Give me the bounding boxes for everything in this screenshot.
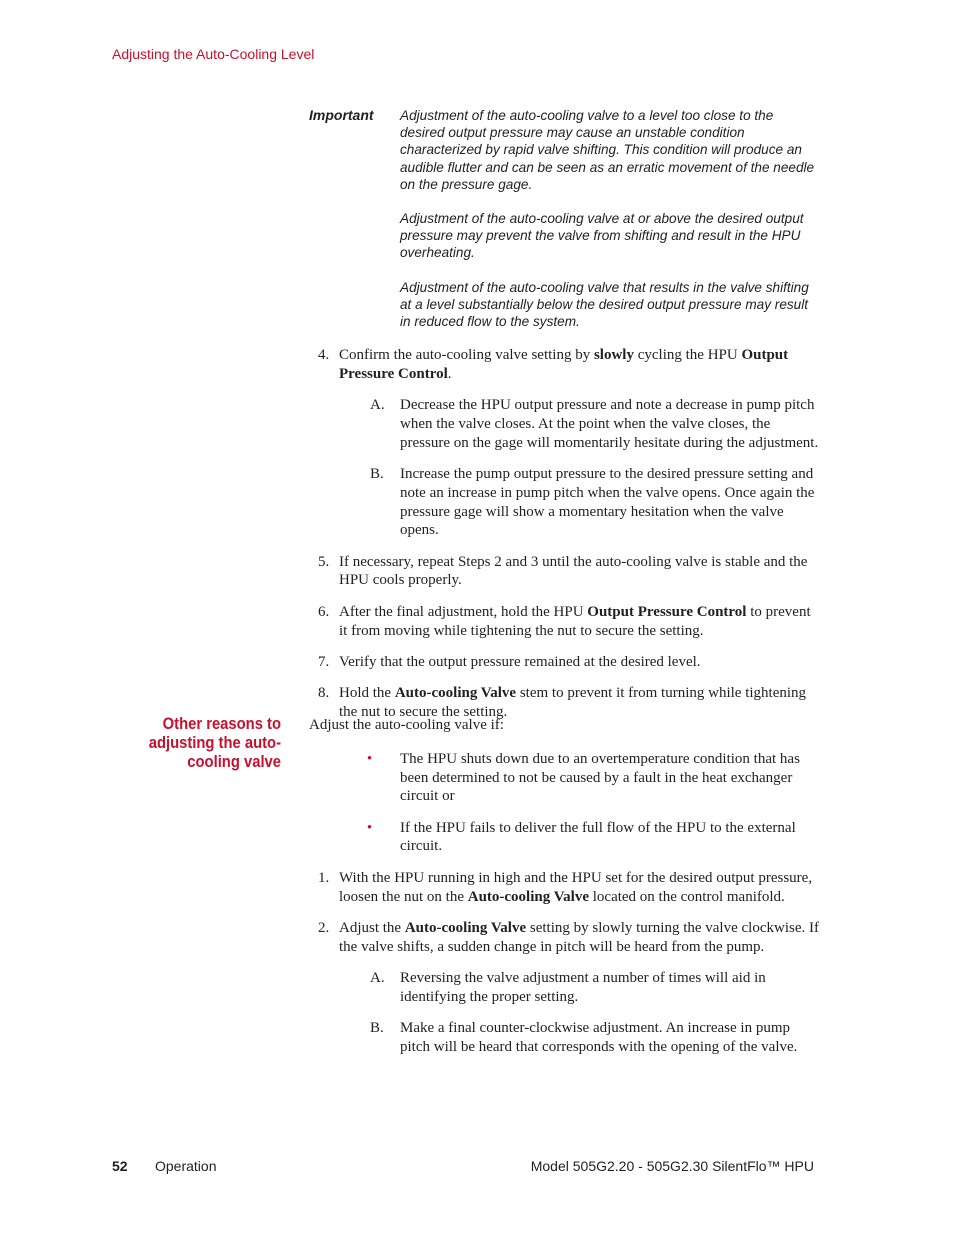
step-number: 6. <box>318 603 330 620</box>
substep-letter: B. <box>370 465 384 482</box>
step-text: Adjust the <box>339 919 405 936</box>
step-number: 5. <box>318 553 330 570</box>
step-text: cycling the HPU <box>633 347 742 363</box>
step-bold: Output Pressure Control <box>339 347 789 382</box>
bullet-item <box>366 819 819 857</box>
section-heading: Other reasons to adjusting the auto-cooling valve <box>148 714 281 771</box>
substep-letter: A. <box>370 397 385 414</box>
bullet-icon: • <box>366 750 373 767</box>
step-text: stem to prevent it from turning while tightening the nut to secure the setting. <box>339 685 807 720</box>
step-number: 7. <box>318 653 330 670</box>
step-4b <box>370 465 819 540</box>
step-4 <box>309 346 819 384</box>
section-body <box>309 716 819 1069</box>
step-4a <box>370 396 819 452</box>
step-text: If necessary, repeat Steps 2 and 3 until the auto-cooling valve is stable and the HPU cools properly. <box>339 553 808 589</box>
step-number: 4. <box>318 347 330 363</box>
step-bold: Auto-cooling Valve <box>394 685 517 702</box>
step-text: After the final adjustment, hold the HPU <box>339 603 588 620</box>
substep-text: Decrease the HPU output pressure and note a decrease in pump pitch when the valve closes. At the point when the valve closes, the pressure on the gage will momentarily hesitate during the adjustment. <box>400 397 819 451</box>
bullet-item <box>366 750 819 806</box>
page-number: 52 <box>112 1158 128 1174</box>
important-paragraph: Adjustment of the auto-cooling valve at or above the desired output pressure may prevent the valve from shifting and result in the HPU overheating. <box>400 211 804 261</box>
step-text: to prevent it from moving while tightening the nut to secure the setting. <box>339 603 811 639</box>
step-2a <box>370 969 819 1007</box>
substep-text: Increase the pump output pressure to the desired pressure setting and note an increase in pump pitch when the valve opens. Once again the pressure gage will show a momentary hesitation when the valve opens. <box>400 465 815 539</box>
step-number: 2. <box>318 919 330 936</box>
substep-text: Reversing the valve adjustment a number of times will aid in identifying the proper setting. <box>400 969 766 1005</box>
step-2b <box>370 1019 819 1057</box>
footer-model: Model 505G2.20 - 505G2.30 SilentFlo™ HPU <box>530 1158 814 1174</box>
bullet-icon: • <box>366 819 373 836</box>
bullet-text: If the HPU fails to deliver the full flow of the HPU to the external circuit. <box>400 819 796 855</box>
step-7 <box>309 653 819 672</box>
substep-letter: A. <box>370 969 385 986</box>
step-number: 1. <box>318 869 330 886</box>
step-6 <box>309 603 819 641</box>
step-text: located on the control manifold. <box>589 888 785 905</box>
step-1 <box>309 869 819 907</box>
step-5 <box>309 553 819 591</box>
running-header: Adjusting the Auto-Cooling Level <box>112 46 315 62</box>
step-bold: Auto-cooling Valve <box>404 919 527 936</box>
step-bold: slowly <box>593 347 634 363</box>
footer-section: Operation <box>155 1158 217 1174</box>
step-text: setting by slowly turning the valve clockwise. If the valve shifts, a sudden change in pitch will be heard from the pump. <box>339 919 819 955</box>
procedure-steps <box>309 346 819 734</box>
step-number: 8. <box>318 685 330 702</box>
step-text: With the HPU running in high and the HPU set for the desired output pressure, loosen the nut on the <box>339 869 813 905</box>
step-bold: Output Pressure Control <box>587 603 747 620</box>
important-paragraph: Adjustment of the auto-cooling valve to a level too close to the desired output pressure may cause an unstable condition characterized by rapid valve shifting. This condition will produce an audible flutter and can be seen as an erratic movement of the needle on the pressure gage. <box>400 108 815 192</box>
step-2 <box>309 919 819 957</box>
substep-text: Make a final counter-clockwise adjustment. An increase in pump pitch will be heard that corresponds with the opening of the valve. <box>400 1020 798 1055</box>
step-text: Hold the <box>339 685 395 702</box>
step-text: . <box>447 365 452 382</box>
important-note <box>400 107 820 347</box>
important-label: Important <box>309 107 374 123</box>
step-bold: Auto-cooling Valve <box>467 888 589 905</box>
bullet-text: The HPU shuts down due to an overtemperature condition that has been determined to not be caused by a fault in the heat exchanger circuit or <box>400 750 800 805</box>
important-paragraph: Adjustment of the auto-cooling valve that results in the valve shifting at a level substantially below the desired output pressure may result in reduced flow to the system. <box>400 279 809 330</box>
substep-letter: B. <box>370 1020 384 1037</box>
step-text: Confirm the auto-cooling valve setting by <box>339 347 594 363</box>
section-intro: Adjust the auto-cooling valve if: <box>309 717 504 733</box>
step-text: Verify that the output pressure remained at the desired level. <box>339 653 701 670</box>
